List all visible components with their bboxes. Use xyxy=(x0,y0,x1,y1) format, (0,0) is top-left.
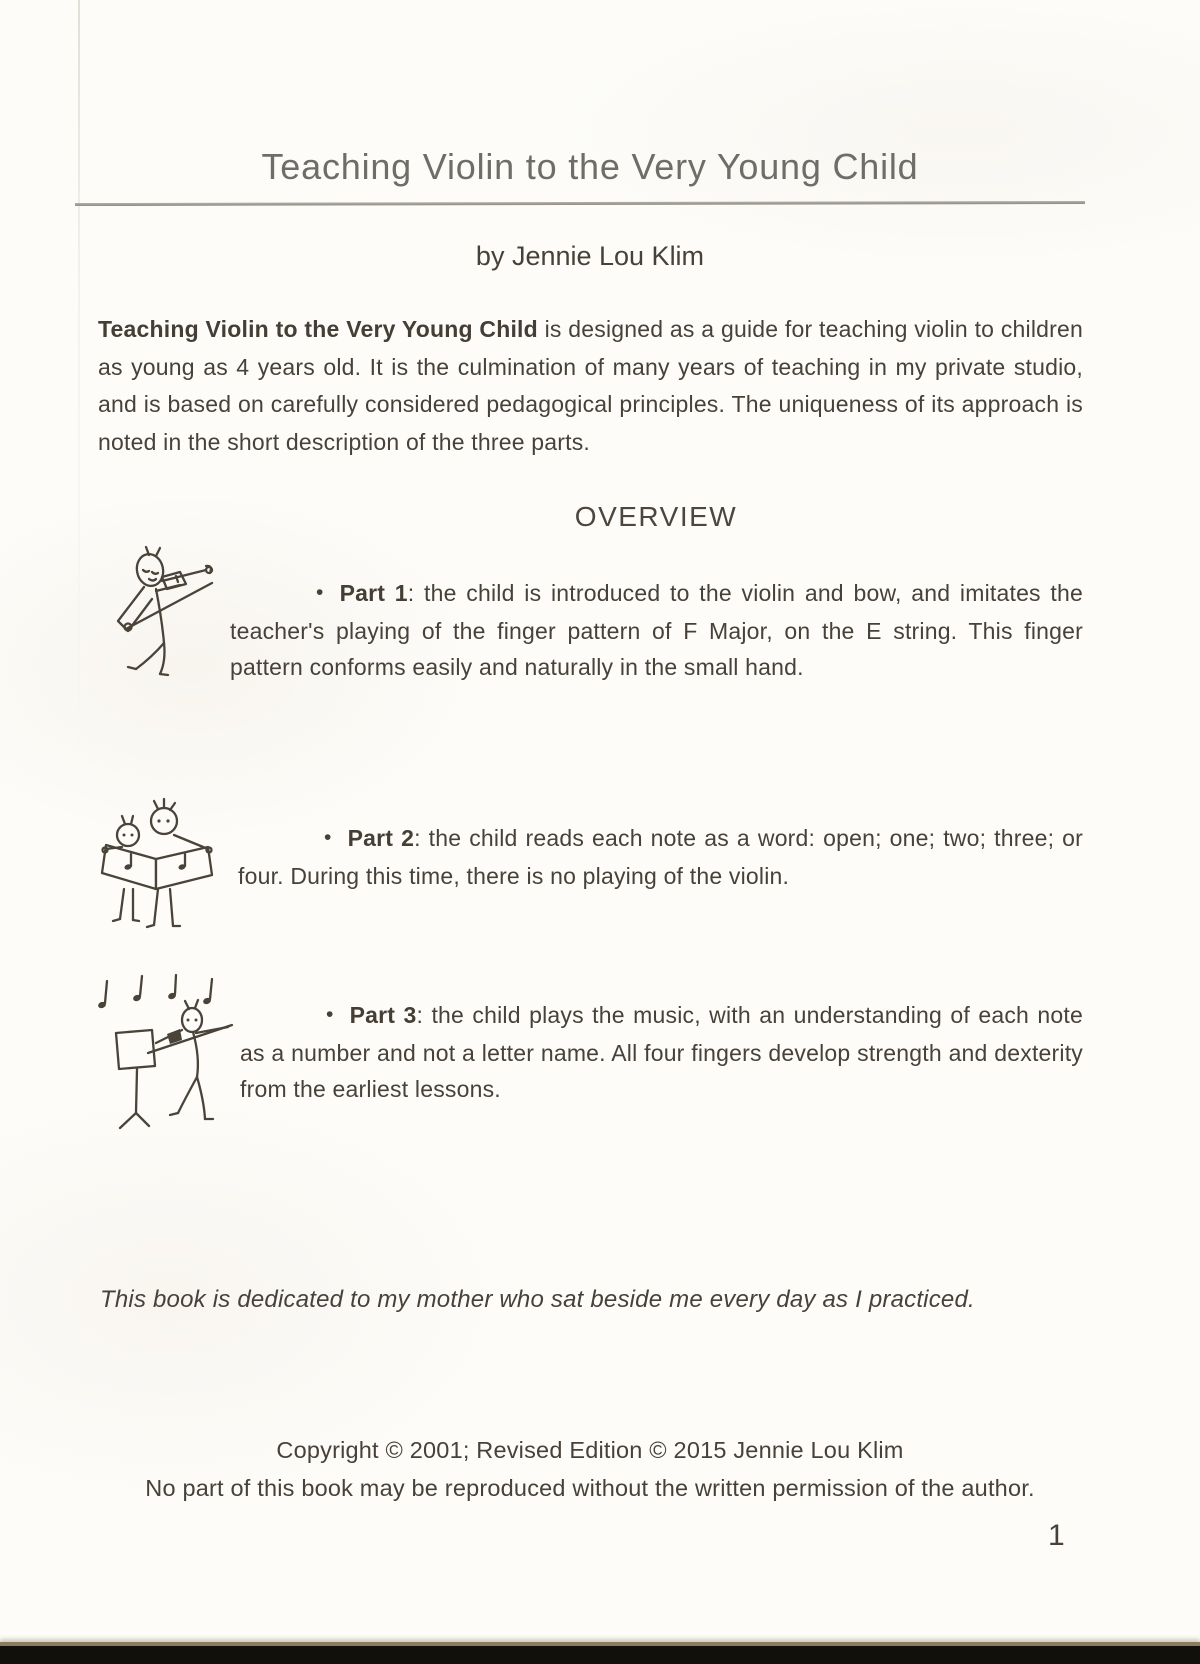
part-2-label: Part 2 xyxy=(347,825,415,851)
part-3-text xyxy=(240,997,1083,1107)
part-3-label: Part 3 xyxy=(349,1002,417,1028)
bullet-icon: • xyxy=(324,826,332,849)
part-1-body: : the child is introduced to the violin and bow, and imitates the teacher's playing of the finger pattern of F Major, on the E string. This finger pattern conforms easily and naturally in the small hand. xyxy=(230,580,1084,680)
violinist-with-music-stand-icon xyxy=(92,973,237,1133)
part-2-text xyxy=(238,820,1083,894)
bullet-icon: • xyxy=(326,1003,334,1026)
scan-edge-bar xyxy=(0,1642,1200,1664)
singing-children-stick-figures-icon xyxy=(100,797,216,934)
violinist-stick-figure-icon xyxy=(108,545,226,678)
intro-paragraph xyxy=(98,311,1083,461)
bullet-icon: • xyxy=(316,581,324,604)
overview-heading: OVERVIEW xyxy=(574,501,738,532)
dedication-line: This book is dedicated to my mother who sat beside me every day as I practiced. xyxy=(100,1286,975,1313)
part-1-label: Part 1 xyxy=(339,580,408,606)
intro-rest: is designed as a guide for teaching violin to children as young as 4 years old. It is the culmination of many years of teaching in my private studio, and is based on carefully considered pedagogical principles. The uniqueness of its approach is noted in the short description of the three parts. xyxy=(98,316,1084,455)
part-2-body: : the child reads each note as a word: open; one; two; three; or four. During this time, there is no playing of the violin. xyxy=(238,825,1084,889)
byline: by Jennie Lou Klim xyxy=(475,241,705,271)
intro-bold-lead: Teaching Violin to the Very Young Child xyxy=(98,316,538,342)
copyright-line-2: No part of this book may be reproduced without the written permission of the author. xyxy=(145,1475,1035,1501)
part-1-text xyxy=(230,575,1083,685)
scan-seam-line xyxy=(78,0,80,760)
part-3-body: : the child plays the music, with an understanding of each note as a number and not a letter name. All four fingers develop strength and dexterity from the earliest lessons. xyxy=(240,1002,1083,1102)
title-underline xyxy=(75,201,1085,206)
page-title: Teaching Violin to the Very Young Child xyxy=(261,146,919,187)
page-number: 1 xyxy=(1048,1519,1065,1552)
copyright-line-1: Copyright © 2001; Revised Edition © 2015 Jennie Lou Klim xyxy=(276,1437,904,1463)
